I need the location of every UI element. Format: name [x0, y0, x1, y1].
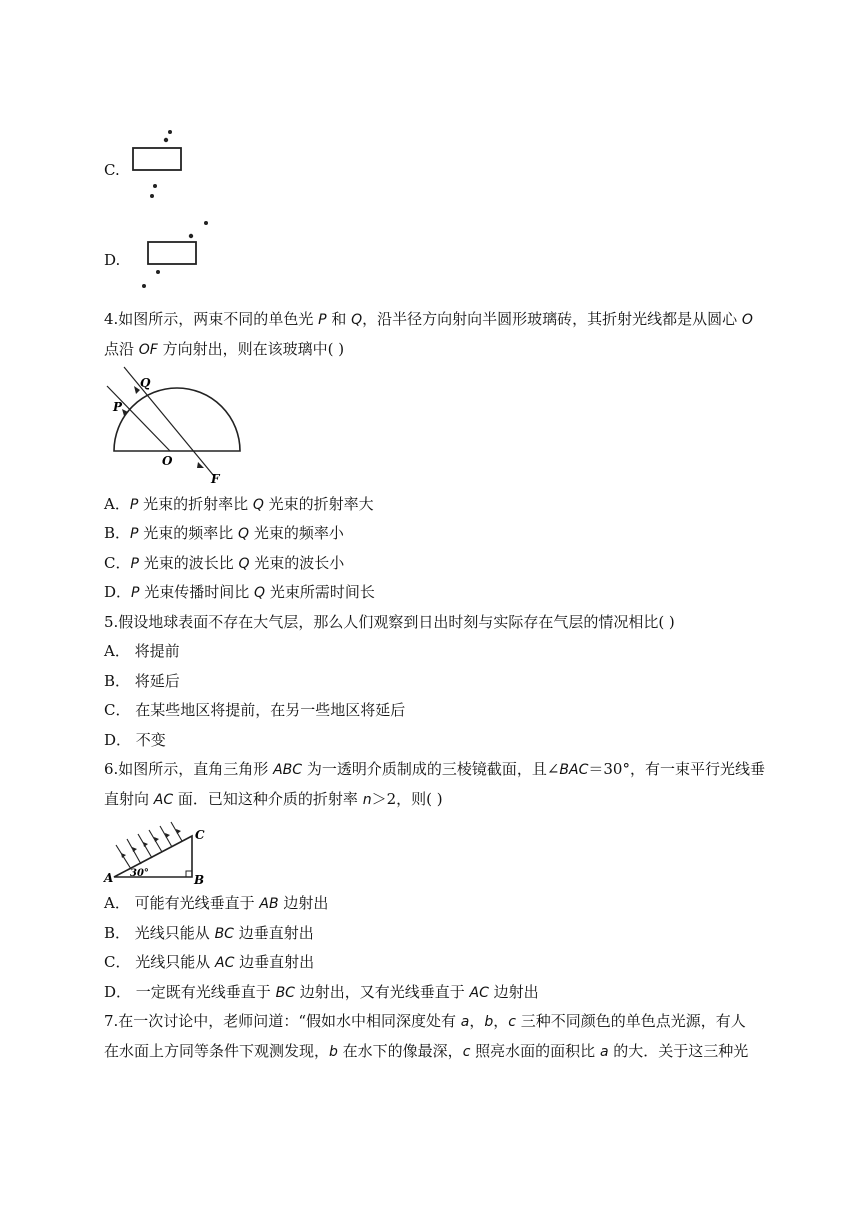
option-d-label: D.: [104, 251, 121, 269]
label-f: F: [211, 472, 220, 486]
option-c-label: C.: [104, 161, 120, 179]
ray-p: [107, 386, 170, 451]
q4-figure: [104, 364, 244, 488]
q6-option-a[interactable]: A． 可能有光线垂直于 AB 边射出: [104, 894, 329, 912]
q5-option-d[interactable]: D． 不变: [104, 731, 166, 749]
q5-option-b[interactable]: B． 将延后: [104, 672, 180, 690]
label-o: O: [162, 454, 173, 468]
prism-triangle: [114, 836, 192, 877]
label-p: P: [113, 400, 123, 414]
q6-option-d[interactable]: D． 一定既有光线垂直于 BC 边射出，又有光线垂直于 AC 边射出: [104, 983, 539, 1001]
label-c: C: [195, 828, 205, 842]
q5-option-a[interactable]: A． 将提前: [104, 642, 180, 660]
label-b: B: [194, 873, 205, 887]
q4-option-a[interactable]: A．P 光束的折射率比 Q 光束的折射率大: [104, 495, 374, 513]
option-c-figure: [128, 126, 198, 202]
q4-option-b[interactable]: B．P 光束的频率比 Q 光束的频率小: [104, 524, 344, 542]
q6-option-b[interactable]: B． 光线只能从 BC 边垂直射出: [104, 924, 314, 942]
q5-option-c[interactable]: C． 在某些地区将提前，在另一些地区将延后: [104, 701, 406, 719]
q4-stem-line2: 点沿 OF 方向射出，则在该玻璃中( ): [104, 340, 345, 358]
q6-option-c[interactable]: C． 光线只能从 AC 边垂直射出: [104, 953, 315, 971]
label-a: A: [104, 871, 114, 885]
q6-stem-line1: 6.如图所示，直角三角形 ABC 为一透明介质制成的三棱镜截面，且∠BAC＝30°，有一束平行光线垂: [104, 760, 765, 778]
q6-stem-line2: 直射向 AC 面．已知这种介质的折射率 n＞2，则( ): [104, 790, 443, 808]
q7-stem-line2: 在水面上方同等条件下观测发现，b 在水下的像最深，c 照亮水面的面积比 a 的大．关于这三种光: [104, 1042, 749, 1060]
label-q: Q: [140, 376, 151, 390]
q7-stem-line1: 7.在一次讨论中，老师问道：“假如水中相同深度处有 a，b，c 三种不同颜色的单色点光源，有人: [104, 1012, 746, 1030]
semicircle-glass: [114, 388, 240, 451]
option-d-figure: [136, 216, 216, 292]
q4-option-c[interactable]: C．P 光束的波长比 Q 光束的波长小: [104, 554, 345, 572]
q4-option-d[interactable]: D．P 光束传播时间比 Q 光束所需时间长: [104, 583, 375, 601]
q4-stem-line1: 4.如图所示，两束不同的单色光 P 和 Q，沿半径方向射向半圆形玻璃砖，其折射光线都是从圆心 O: [104, 310, 753, 328]
q6-figure: [104, 822, 214, 886]
q5-stem: 5.假设地球表面不存在大气层，那么人们观察到日出时刻与实际存在气层的情况相比( ): [104, 613, 675, 631]
angle-label: 30°: [130, 868, 149, 879]
